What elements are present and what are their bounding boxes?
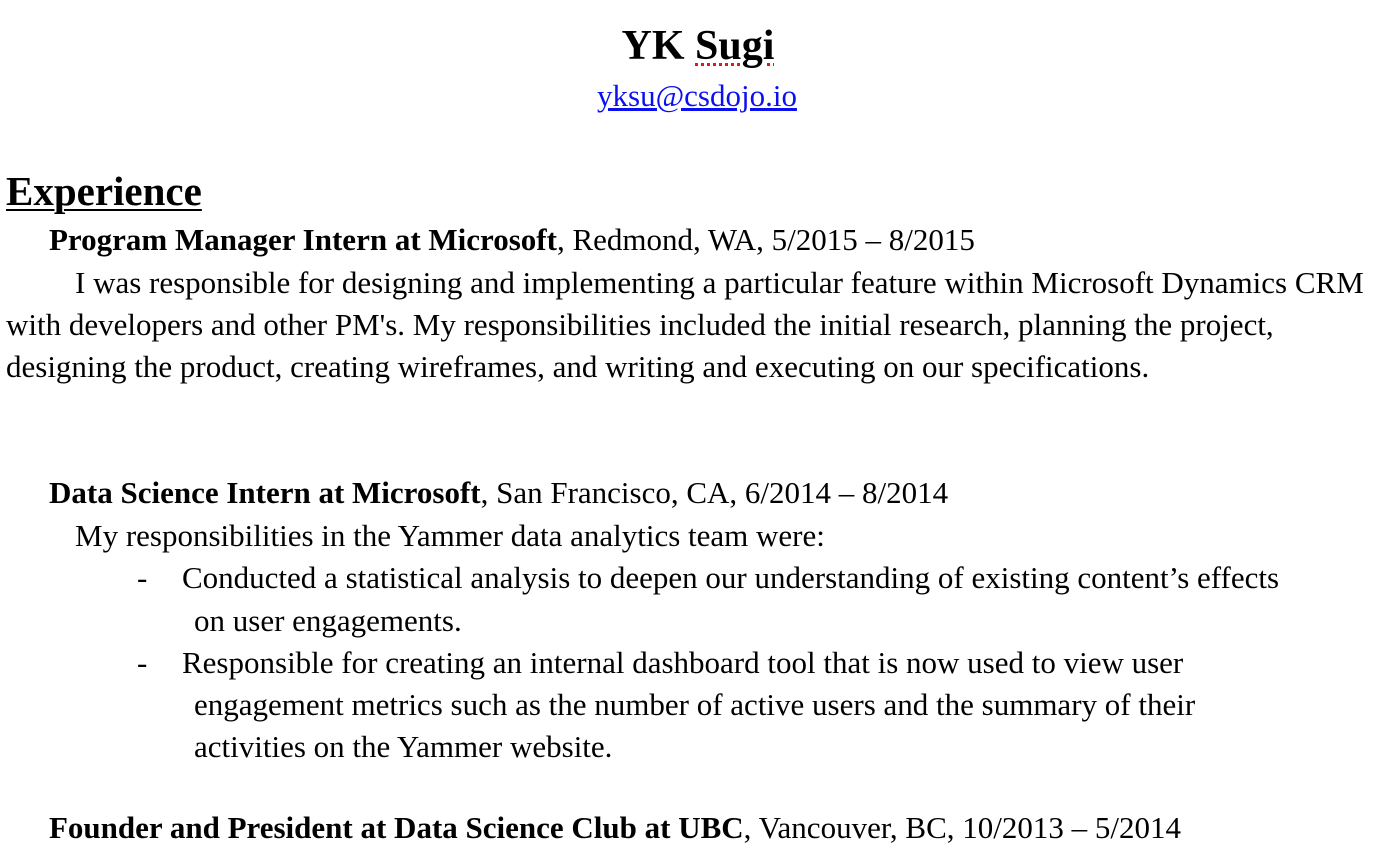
email-link[interactable]: yksu@csdojo.io: [597, 78, 797, 113]
last-name: Sugi: [695, 23, 775, 69]
bullet-line: Responsible for creating an internal dashboard tool that is now used to view user: [182, 645, 1184, 680]
job-intro: My responsibilities in the Yammer data analytics team were:: [75, 518, 825, 553]
bullet-line: on user engagements.: [194, 603, 462, 638]
bullet-line: engagement metrics such as the number of active users and the summary of their: [194, 687, 1196, 722]
section-title-experience: Experience: [6, 168, 202, 214]
job-role: Program Manager Intern at Microsoft: [49, 222, 557, 257]
job-heading: [49, 808, 1181, 848]
first-name: YK: [621, 23, 696, 69]
job-details: , Redmond, WA, 5/2015 – 8/2015: [556, 222, 975, 257]
job-heading: [49, 220, 975, 260]
bullet-line: Conducted a statistical analysis to deepen our understanding of existing content’s effects: [182, 560, 1280, 595]
job-heading: [49, 473, 948, 513]
job-role: Founder and President at Data Science Club at UBC: [49, 810, 744, 845]
job-description: I was responsible for designing and implementing a particular feature within Microsoft Dynamics CRM with developers and other PM's. My responsibilities included the initial research, planning the project, designing the product, creating wireframes, and writing and executing on our specifications.: [6, 265, 1364, 384]
bullet-dash: -: [137, 560, 148, 595]
job-details: , Vancouver, BC, 10/2013 – 5/2014: [743, 810, 1181, 845]
bullet-line: activities on the Yammer website.: [194, 729, 613, 764]
bullet-dash: -: [137, 645, 148, 680]
resume-name: [0, 20, 1396, 72]
job-details: , San Francisco, CA, 6/2014 – 8/2014: [480, 475, 949, 510]
job-role: Data Science Intern at Microsoft: [49, 475, 481, 510]
